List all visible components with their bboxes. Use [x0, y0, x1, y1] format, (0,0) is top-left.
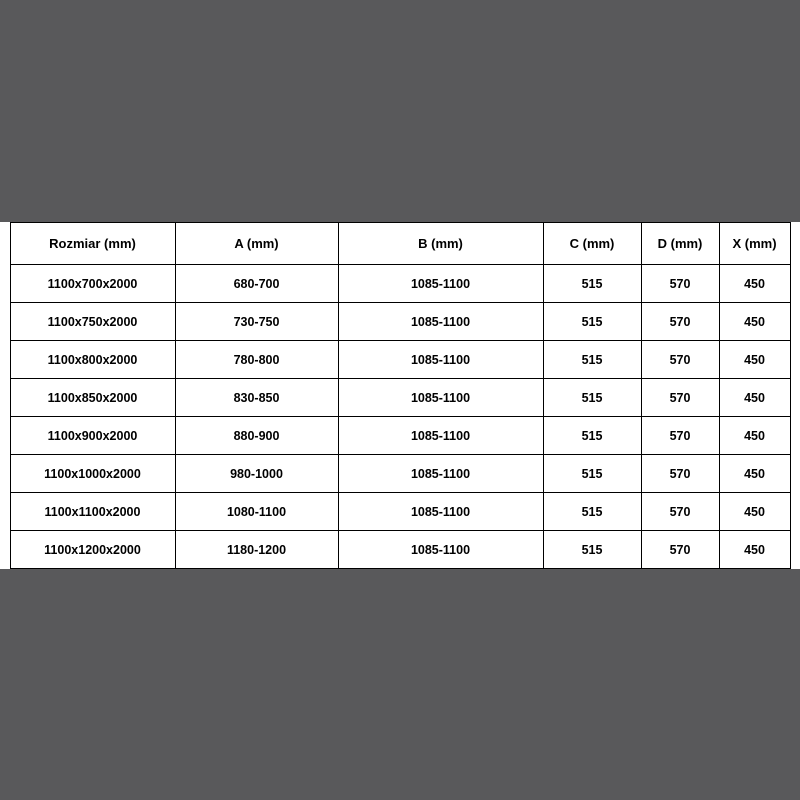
table-header-row — [10, 223, 790, 265]
column-header-b: B (mm) — [338, 223, 543, 265]
cell-rozmiar: 1100x900x2000 — [10, 417, 175, 455]
cell-d: 570 — [641, 303, 719, 341]
column-header-x: X (mm) — [719, 223, 790, 265]
specification-table — [10, 222, 791, 569]
cell-rozmiar: 1100x850x2000 — [10, 379, 175, 417]
column-header-d: D (mm) — [641, 223, 719, 265]
cell-a: 830-850 — [175, 379, 338, 417]
table-row — [10, 341, 790, 379]
cell-d: 570 — [641, 493, 719, 531]
table-row — [10, 531, 790, 569]
cell-d: 570 — [641, 379, 719, 417]
cell-b: 1085-1100 — [338, 341, 543, 379]
table-body — [10, 223, 790, 569]
cell-c: 515 — [543, 379, 641, 417]
cell-a: 1080-1100 — [175, 493, 338, 531]
cell-b: 1085-1100 — [338, 531, 543, 569]
column-header-c: C (mm) — [543, 223, 641, 265]
cell-rozmiar: 1100x1200x2000 — [10, 531, 175, 569]
cell-d: 570 — [641, 341, 719, 379]
cell-b: 1085-1100 — [338, 265, 543, 303]
cell-b: 1085-1100 — [338, 303, 543, 341]
cell-rozmiar: 1100x1100x2000 — [10, 493, 175, 531]
cell-x: 450 — [719, 265, 790, 303]
cell-a: 880-900 — [175, 417, 338, 455]
cell-rozmiar: 1100x700x2000 — [10, 265, 175, 303]
cell-c: 515 — [543, 531, 641, 569]
cell-x: 450 — [719, 455, 790, 493]
cell-c: 515 — [543, 341, 641, 379]
cell-x: 450 — [719, 303, 790, 341]
cell-a: 780-800 — [175, 341, 338, 379]
cell-x: 450 — [719, 417, 790, 455]
cell-d: 570 — [641, 417, 719, 455]
cell-c: 515 — [543, 303, 641, 341]
cell-x: 450 — [719, 493, 790, 531]
cell-a: 1180-1200 — [175, 531, 338, 569]
cell-x: 450 — [719, 341, 790, 379]
table-row — [10, 303, 790, 341]
cell-rozmiar: 1100x750x2000 — [10, 303, 175, 341]
table-container — [0, 222, 800, 569]
cell-rozmiar: 1100x800x2000 — [10, 341, 175, 379]
column-header-a: A (mm) — [175, 223, 338, 265]
table-row — [10, 379, 790, 417]
cell-c: 515 — [543, 493, 641, 531]
cell-a: 980-1000 — [175, 455, 338, 493]
cell-a: 680-700 — [175, 265, 338, 303]
cell-d: 570 — [641, 455, 719, 493]
cell-x: 450 — [719, 379, 790, 417]
cell-b: 1085-1100 — [338, 379, 543, 417]
table-row — [10, 417, 790, 455]
table-row — [10, 265, 790, 303]
column-header-rozmiar: Rozmiar (mm) — [10, 223, 175, 265]
cell-c: 515 — [543, 417, 641, 455]
cell-d: 570 — [641, 265, 719, 303]
table-row — [10, 493, 790, 531]
cell-x: 450 — [719, 531, 790, 569]
cell-a: 730-750 — [175, 303, 338, 341]
table-row — [10, 455, 790, 493]
cell-d: 570 — [641, 531, 719, 569]
cell-b: 1085-1100 — [338, 455, 543, 493]
cell-c: 515 — [543, 265, 641, 303]
cell-b: 1085-1100 — [338, 417, 543, 455]
cell-rozmiar: 1100x1000x2000 — [10, 455, 175, 493]
cell-b: 1085-1100 — [338, 493, 543, 531]
cell-c: 515 — [543, 455, 641, 493]
